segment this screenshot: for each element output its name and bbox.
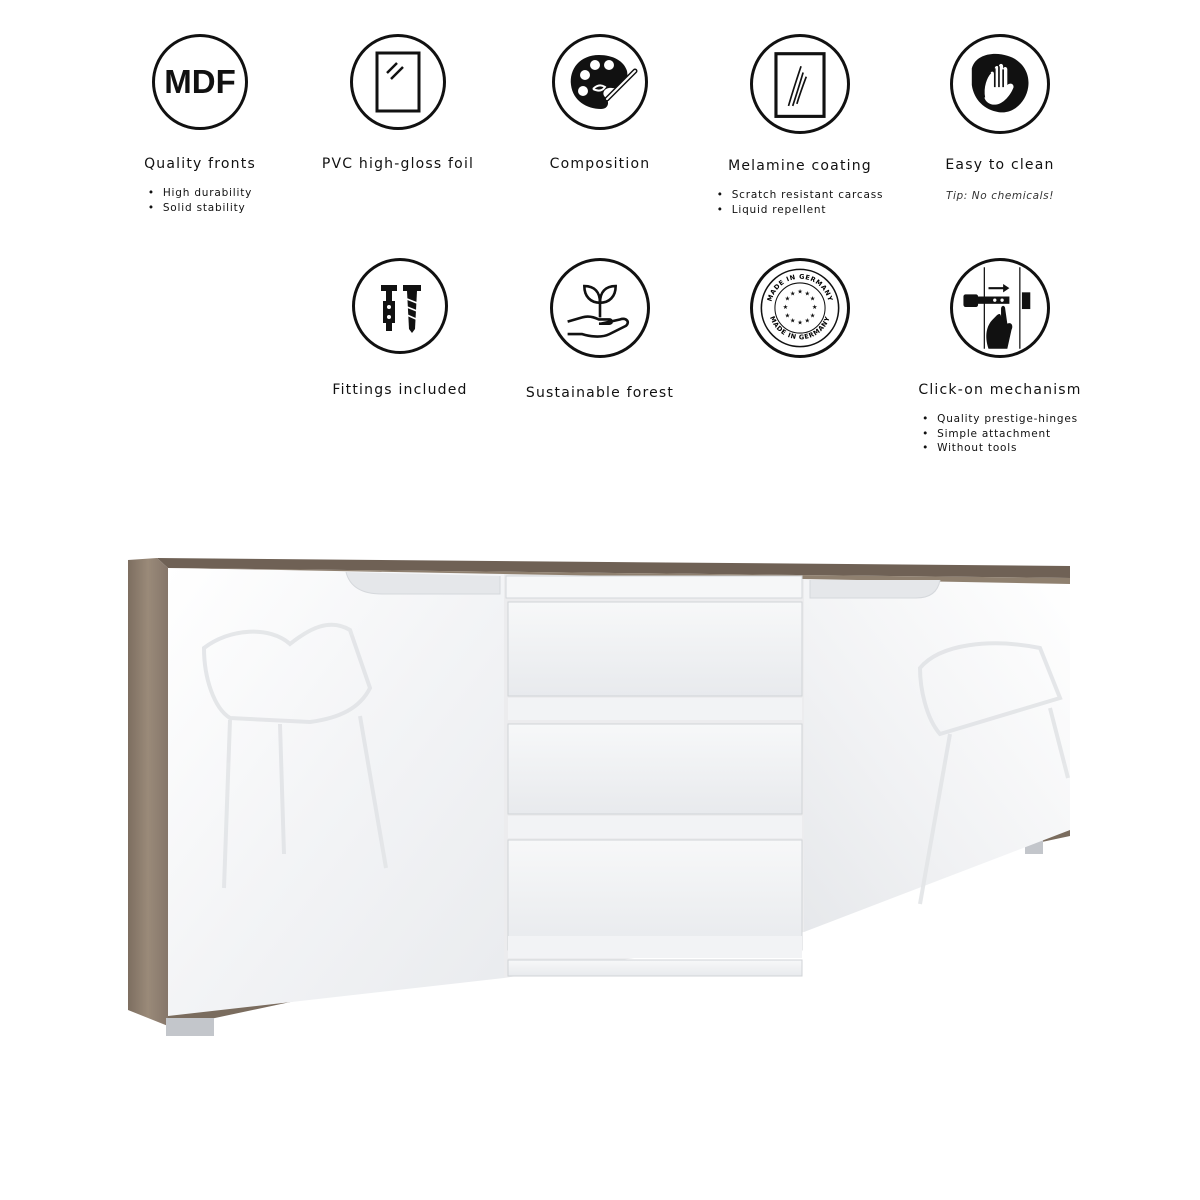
feature-title: Composition [549, 156, 651, 172]
foot [166, 1018, 214, 1036]
feature-melamine [690, 34, 910, 217]
svg-text:★: ★ [804, 290, 811, 298]
svg-text:★: ★ [797, 319, 803, 327]
svg-text:MADE IN GERMANY: MADE IN GERMANY [765, 272, 835, 303]
bullet-item: • High durability [148, 186, 252, 201]
svg-text:★: ★ [789, 317, 796, 325]
svg-text:★: ★ [809, 312, 816, 320]
palette-icon [552, 34, 648, 130]
mdf-icon: MDF [152, 34, 248, 130]
svg-text:★: ★ [804, 317, 811, 325]
feature-bullets [922, 412, 1078, 456]
svg-text:★: ★ [782, 304, 789, 312]
svg-text:MADE IN GERMANY: MADE IN GERMANY [768, 314, 832, 342]
feature-title: Fittings included [332, 382, 468, 398]
sideboard-image [120, 548, 1080, 1048]
bullet-item: • Without tools [922, 441, 1078, 456]
feature-title: Melamine coating [728, 158, 872, 174]
feature-pvc-foil [288, 34, 508, 172]
click-hinge-icon [950, 258, 1050, 358]
drawer [508, 840, 802, 950]
scratch-panel-icon [750, 34, 850, 134]
feature-bullets [148, 186, 252, 215]
right-door [804, 579, 1070, 932]
feature-forest [490, 258, 710, 401]
feature-title: Easy to clean [945, 157, 1055, 173]
svg-text:★: ★ [784, 295, 791, 303]
bullet-item: • Simple attachment [922, 427, 1078, 442]
plant-hand-icon [550, 258, 650, 358]
hinge-screw-icon [352, 258, 448, 354]
made-in-germany-seal-icon [750, 258, 850, 358]
feature-title: Click-on mechanism [918, 382, 1082, 398]
drawer-column [504, 574, 804, 978]
feature-title: Sustainable forest [525, 385, 675, 401]
bullet-item: • Liquid repellent [717, 203, 884, 218]
feature-title: PVC high-gloss foil [321, 156, 475, 172]
svg-text:★: ★ [809, 295, 816, 303]
svg-text:★: ★ [789, 290, 796, 298]
feature-click-on [890, 258, 1110, 456]
feature-title: Quality fronts [144, 156, 256, 172]
bullet-item: • Solid stability [148, 201, 252, 216]
drawer [508, 724, 802, 814]
bullet-item: • Scratch resistant carcass [717, 188, 884, 203]
bullet-item: • Quality prestige-hinges [922, 412, 1078, 427]
feature-bullets [717, 188, 884, 217]
drawer [508, 602, 802, 696]
feature-made-in-germany [690, 258, 910, 358]
feature-quality-fronts [90, 34, 310, 215]
feature-easy-clean [890, 34, 1110, 202]
svg-text:★: ★ [811, 304, 818, 312]
feature-fittings [290, 258, 510, 398]
cleaning-hand-icon [950, 34, 1050, 134]
svg-text:★: ★ [784, 312, 791, 320]
svg-text:★: ★ [797, 288, 803, 296]
glossy-panel-icon [350, 34, 446, 130]
left-door [168, 568, 504, 1016]
feature-tip: Tip: No chemicals! [945, 190, 1055, 202]
feature-composition [490, 34, 710, 172]
